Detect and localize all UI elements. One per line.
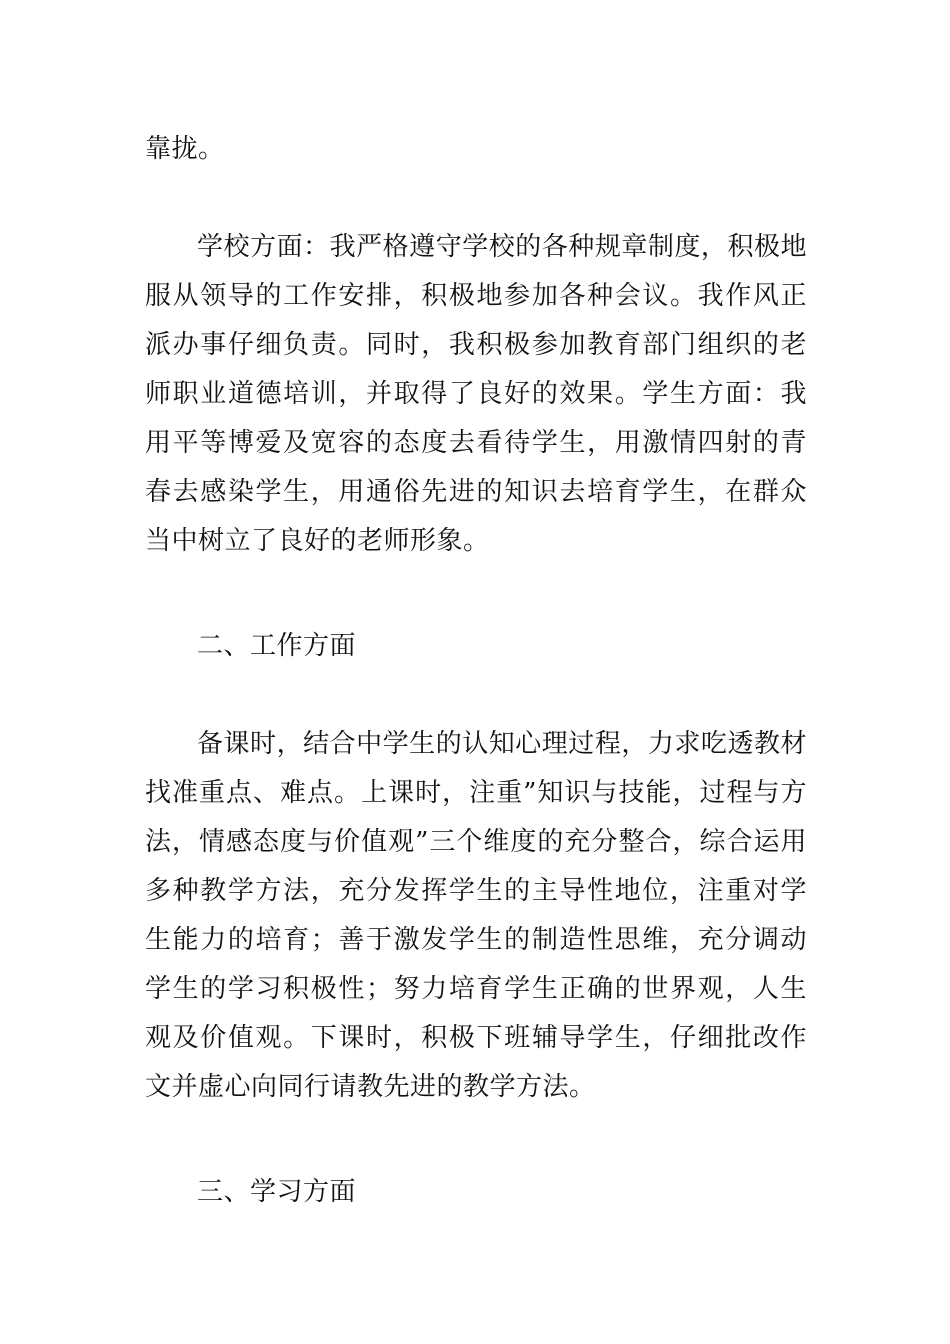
section-heading-work: 二、工作方面	[197, 631, 357, 661]
section-heading-study: 三、学习方面	[197, 1177, 357, 1207]
paragraph-work: 备课时，结合中学生的认知心理过程，力求吃透教材找准重点、难点。上课时，注重”知识与技能，过程与方法，情感态度与价值观”三个维度的充分整合，综合运用多种教学方法，充分发挥学生的主导性地位，注重对学生能力的培育；善于激发学生的制造性思维，充分调动学生的学习积极性；努力培育学生正确的世界观，人生观及价值观。下课时，积极下班辅导学生，仔细批改作文并虚心向同行请教先进的教学方法。	[145, 729, 807, 1102]
paragraph-school-student: 学校方面：我严格遵守学校的各种规章制度，积极地服从领导的工作安排，积极地参加各种会议。我作风正派办事仔细负责。同时，我积极参加教育部门组织的老师职业道德培训，并取得了良好的效果。学生方面：我用平等博爱及宽容的态度去看待学生，用激情四射的青春去感染学生，用通俗先进的知识去培育学生，在群众当中树立了良好的老师形象。	[145, 232, 807, 556]
paragraph-continuation: 靠拢。	[145, 134, 225, 164]
